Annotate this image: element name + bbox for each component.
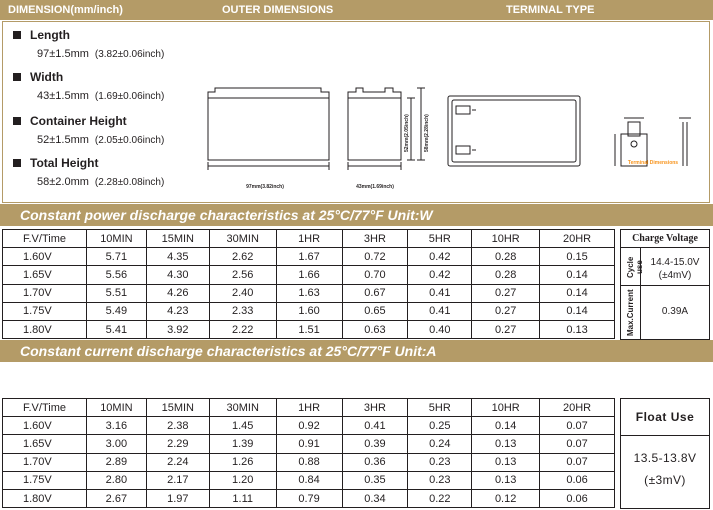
table-cell: 2.67: [86, 489, 146, 507]
column-header: F.V/Time: [3, 230, 87, 248]
row-voltage-cell: 1.60V: [3, 417, 87, 435]
table-cell: 1.60: [276, 302, 342, 320]
charge-voltage-panel: [620, 229, 710, 340]
table-cell: 5.41: [86, 320, 146, 338]
table-cell: 0.12: [472, 489, 540, 507]
table-cell: 2.56: [209, 266, 276, 284]
table-row: [3, 266, 615, 284]
table-cell: 0.70: [342, 266, 408, 284]
table-cell: 0.40: [408, 320, 472, 338]
charge-voltage-title: Charge Voltage: [621, 230, 709, 248]
column-header: 1HR: [276, 399, 342, 417]
table-cell: 0.41: [408, 302, 472, 320]
cycle-use-value: [641, 256, 709, 282]
column-header: 30MIN: [209, 399, 276, 417]
table-cell: 4.35: [146, 248, 209, 266]
column-header: 30MIN: [209, 230, 276, 248]
power_section-header-row: [3, 230, 615, 248]
outer-dimensions-drawing: [3, 22, 709, 202]
front-view-top: [208, 88, 329, 98]
table-cell: 1.39: [209, 435, 276, 453]
table-cell: 2.89: [86, 453, 146, 471]
table-cell: 0.41: [342, 417, 408, 435]
row-voltage-cell: 1.65V: [3, 266, 87, 284]
current_section-header-row: [3, 399, 615, 417]
table-cell: 1.20: [209, 471, 276, 489]
table-cell: 0.79: [276, 489, 342, 507]
table-cell: 0.14: [472, 417, 540, 435]
table-row: [3, 417, 615, 435]
table-cell: 4.23: [146, 302, 209, 320]
terminal-type-header-label: TERMINAL TYPE: [506, 4, 595, 16]
float-use-title: Float Use: [621, 399, 709, 436]
column-header: 10HR: [472, 230, 540, 248]
float-use-panel: [620, 398, 710, 509]
float-use-tolerance: (±3mV): [644, 473, 686, 487]
front-view-body: [208, 98, 329, 160]
table-cell: 0.28: [472, 248, 540, 266]
table-cell: 0.13: [472, 471, 540, 489]
row-voltage-cell: 1.70V: [3, 453, 87, 471]
spec-mm: 58±2.0mm: [37, 176, 89, 188]
column-header: 10MIN: [86, 399, 146, 417]
table-row: [3, 435, 615, 453]
current-section-title: Constant current discharge characteristics at 25°C/77°F Unit:A: [0, 340, 713, 362]
table-cell: 3.92: [146, 320, 209, 338]
charge-divider: [621, 285, 709, 286]
table-row: [3, 320, 615, 338]
power-section-title: Constant power discharge characteristics at 25°C/77°F Unit:W: [0, 204, 713, 226]
table-cell: 0.39: [342, 435, 408, 453]
table-cell: 0.13: [472, 435, 540, 453]
column-header: 3HR: [342, 230, 408, 248]
table-cell: 5.49: [86, 302, 146, 320]
table-cell: 2.80: [86, 471, 146, 489]
table-cell: 0.34: [342, 489, 408, 507]
container-height-label: 52mm(2.05inch): [404, 114, 410, 152]
table-row: [3, 248, 615, 266]
table-row: [3, 489, 615, 507]
column-header: 10HR: [472, 399, 540, 417]
spec-inch: (3.82±0.06inch): [94, 49, 165, 60]
cycle-value: 14.4-15.0V: [650, 257, 700, 268]
terminal-caption: Terminal Dimensions: [627, 160, 679, 166]
table-cell: 0.15: [540, 248, 615, 266]
table-cell: 0.22: [408, 489, 472, 507]
table-cell: 2.33: [209, 302, 276, 320]
spec-title: Total Height: [30, 156, 99, 170]
current-discharge-table: [2, 398, 615, 508]
table-cell: 0.42: [408, 248, 472, 266]
column-header: 15MIN: [146, 399, 209, 417]
table-cell: 0.07: [540, 453, 615, 471]
table-row: [3, 453, 615, 471]
table-cell: 0.65: [342, 302, 408, 320]
table-cell: 0.27: [472, 284, 540, 302]
dimension-header-label: DIMENSION(mm/inch): [8, 4, 123, 16]
table-cell: 0.24: [408, 435, 472, 453]
table-row: [3, 284, 615, 302]
column-header: 3HR: [342, 399, 408, 417]
table-cell: 0.84: [276, 471, 342, 489]
max-current-value: 0.39A: [661, 306, 689, 317]
side-view-body: [348, 98, 401, 160]
table-cell: 4.26: [146, 284, 209, 302]
table-cell: 2.62: [209, 248, 276, 266]
table-cell: 2.40: [209, 284, 276, 302]
table-cell: 0.35: [342, 471, 408, 489]
table-cell: 1.63: [276, 284, 342, 302]
table-cell: 2.17: [146, 471, 209, 489]
table-cell: 0.07: [540, 417, 615, 435]
table-cell: 0.72: [342, 248, 408, 266]
front-length-label: 97mm(3.82inch): [246, 184, 284, 190]
table-cell: 0.13: [540, 320, 615, 338]
table-cell: 0.06: [540, 489, 615, 507]
outer-dimensions-header-label: OUTER DIMENSIONS: [222, 4, 334, 16]
table-cell: 4.30: [146, 266, 209, 284]
row-voltage-cell: 1.60V: [3, 248, 87, 266]
column-header: 15MIN: [146, 230, 209, 248]
spec-inch: (1.69±0.06inch): [94, 91, 165, 102]
table-cell: 0.92: [276, 417, 342, 435]
column-header: 1HR: [276, 230, 342, 248]
table-cell: 0.13: [472, 453, 540, 471]
spec-mm: 97±1.5mm: [37, 48, 89, 60]
spec-title: Width: [30, 70, 64, 84]
table-cell: 1.97: [146, 489, 209, 507]
cycle-tolerance: (±4mV): [658, 270, 692, 281]
row-voltage-cell: 1.65V: [3, 435, 87, 453]
row-voltage-cell: 1.70V: [3, 284, 87, 302]
table-cell: 0.27: [472, 302, 540, 320]
cycle-use-label: Cycle use: [626, 256, 644, 278]
float-use-value-block: [621, 447, 709, 491]
table-cell: 3.16: [86, 417, 146, 435]
table-cell: 2.29: [146, 435, 209, 453]
spec-mm: 43±1.5mm: [37, 90, 89, 102]
row-voltage-cell: 1.80V: [3, 489, 87, 507]
table-cell: 0.42: [408, 266, 472, 284]
header-bar: [0, 0, 713, 20]
table-cell: 1.45: [209, 417, 276, 435]
table-row: [3, 471, 615, 489]
power-discharge-table: [2, 229, 615, 339]
table-row: [3, 302, 615, 320]
spec-mm: 52±1.5mm: [37, 134, 89, 146]
row-voltage-cell: 1.80V: [3, 320, 87, 338]
table-cell: 0.27: [472, 320, 540, 338]
table-cell: 1.51: [276, 320, 342, 338]
table-cell: 0.67: [342, 284, 408, 302]
table-cell: 0.23: [408, 471, 472, 489]
spec-inch: (2.05±0.06inch): [94, 135, 165, 146]
table-cell: 0.36: [342, 453, 408, 471]
table-cell: 1.66: [276, 266, 342, 284]
spec-title: Container Height: [30, 114, 127, 128]
table-cell: 0.14: [540, 284, 615, 302]
spec-inch: (2.28±0.08inch): [94, 177, 165, 188]
table-cell: 2.38: [146, 417, 209, 435]
table-cell: 3.00: [86, 435, 146, 453]
column-header: 5HR: [408, 230, 472, 248]
total-height-label: 58mm(2.28inch): [424, 114, 430, 152]
table-cell: 0.23: [408, 453, 472, 471]
table-cell: 1.26: [209, 453, 276, 471]
table-cell: 0.91: [276, 435, 342, 453]
table-cell: 1.11: [209, 489, 276, 507]
table-cell: 0.14: [540, 302, 615, 320]
table-cell: 0.06: [540, 471, 615, 489]
table-cell: 0.07: [540, 435, 615, 453]
table-cell: 5.71: [86, 248, 146, 266]
table-cell: 5.56: [86, 266, 146, 284]
column-header: F.V/Time: [3, 399, 87, 417]
side-width-label: 43mm(1.69inch): [356, 184, 394, 190]
column-header: 5HR: [408, 399, 472, 417]
column-header: 20HR: [540, 399, 615, 417]
table-cell: 0.25: [408, 417, 472, 435]
table-cell: 0.28: [472, 266, 540, 284]
table-cell: 2.24: [146, 453, 209, 471]
row-voltage-cell: 1.75V: [3, 471, 87, 489]
row-voltage-cell: 1.75V: [3, 302, 87, 320]
spec-title: Length: [30, 28, 70, 42]
float-use-value: 13.5-13.8V: [633, 451, 697, 465]
table-cell: 5.51: [86, 284, 146, 302]
table-cell: 0.14: [540, 266, 615, 284]
column-header: 20HR: [540, 230, 615, 248]
table-cell: 2.22: [209, 320, 276, 338]
dimensions-panel: [2, 21, 710, 203]
table-cell: 0.41: [408, 284, 472, 302]
table-cell: 0.63: [342, 320, 408, 338]
side-view-top: [348, 88, 401, 98]
table-cell: 0.88: [276, 453, 342, 471]
max-current-label: Max.Current: [626, 289, 635, 337]
table-cell: 1.67: [276, 248, 342, 266]
column-header: 10MIN: [86, 230, 146, 248]
